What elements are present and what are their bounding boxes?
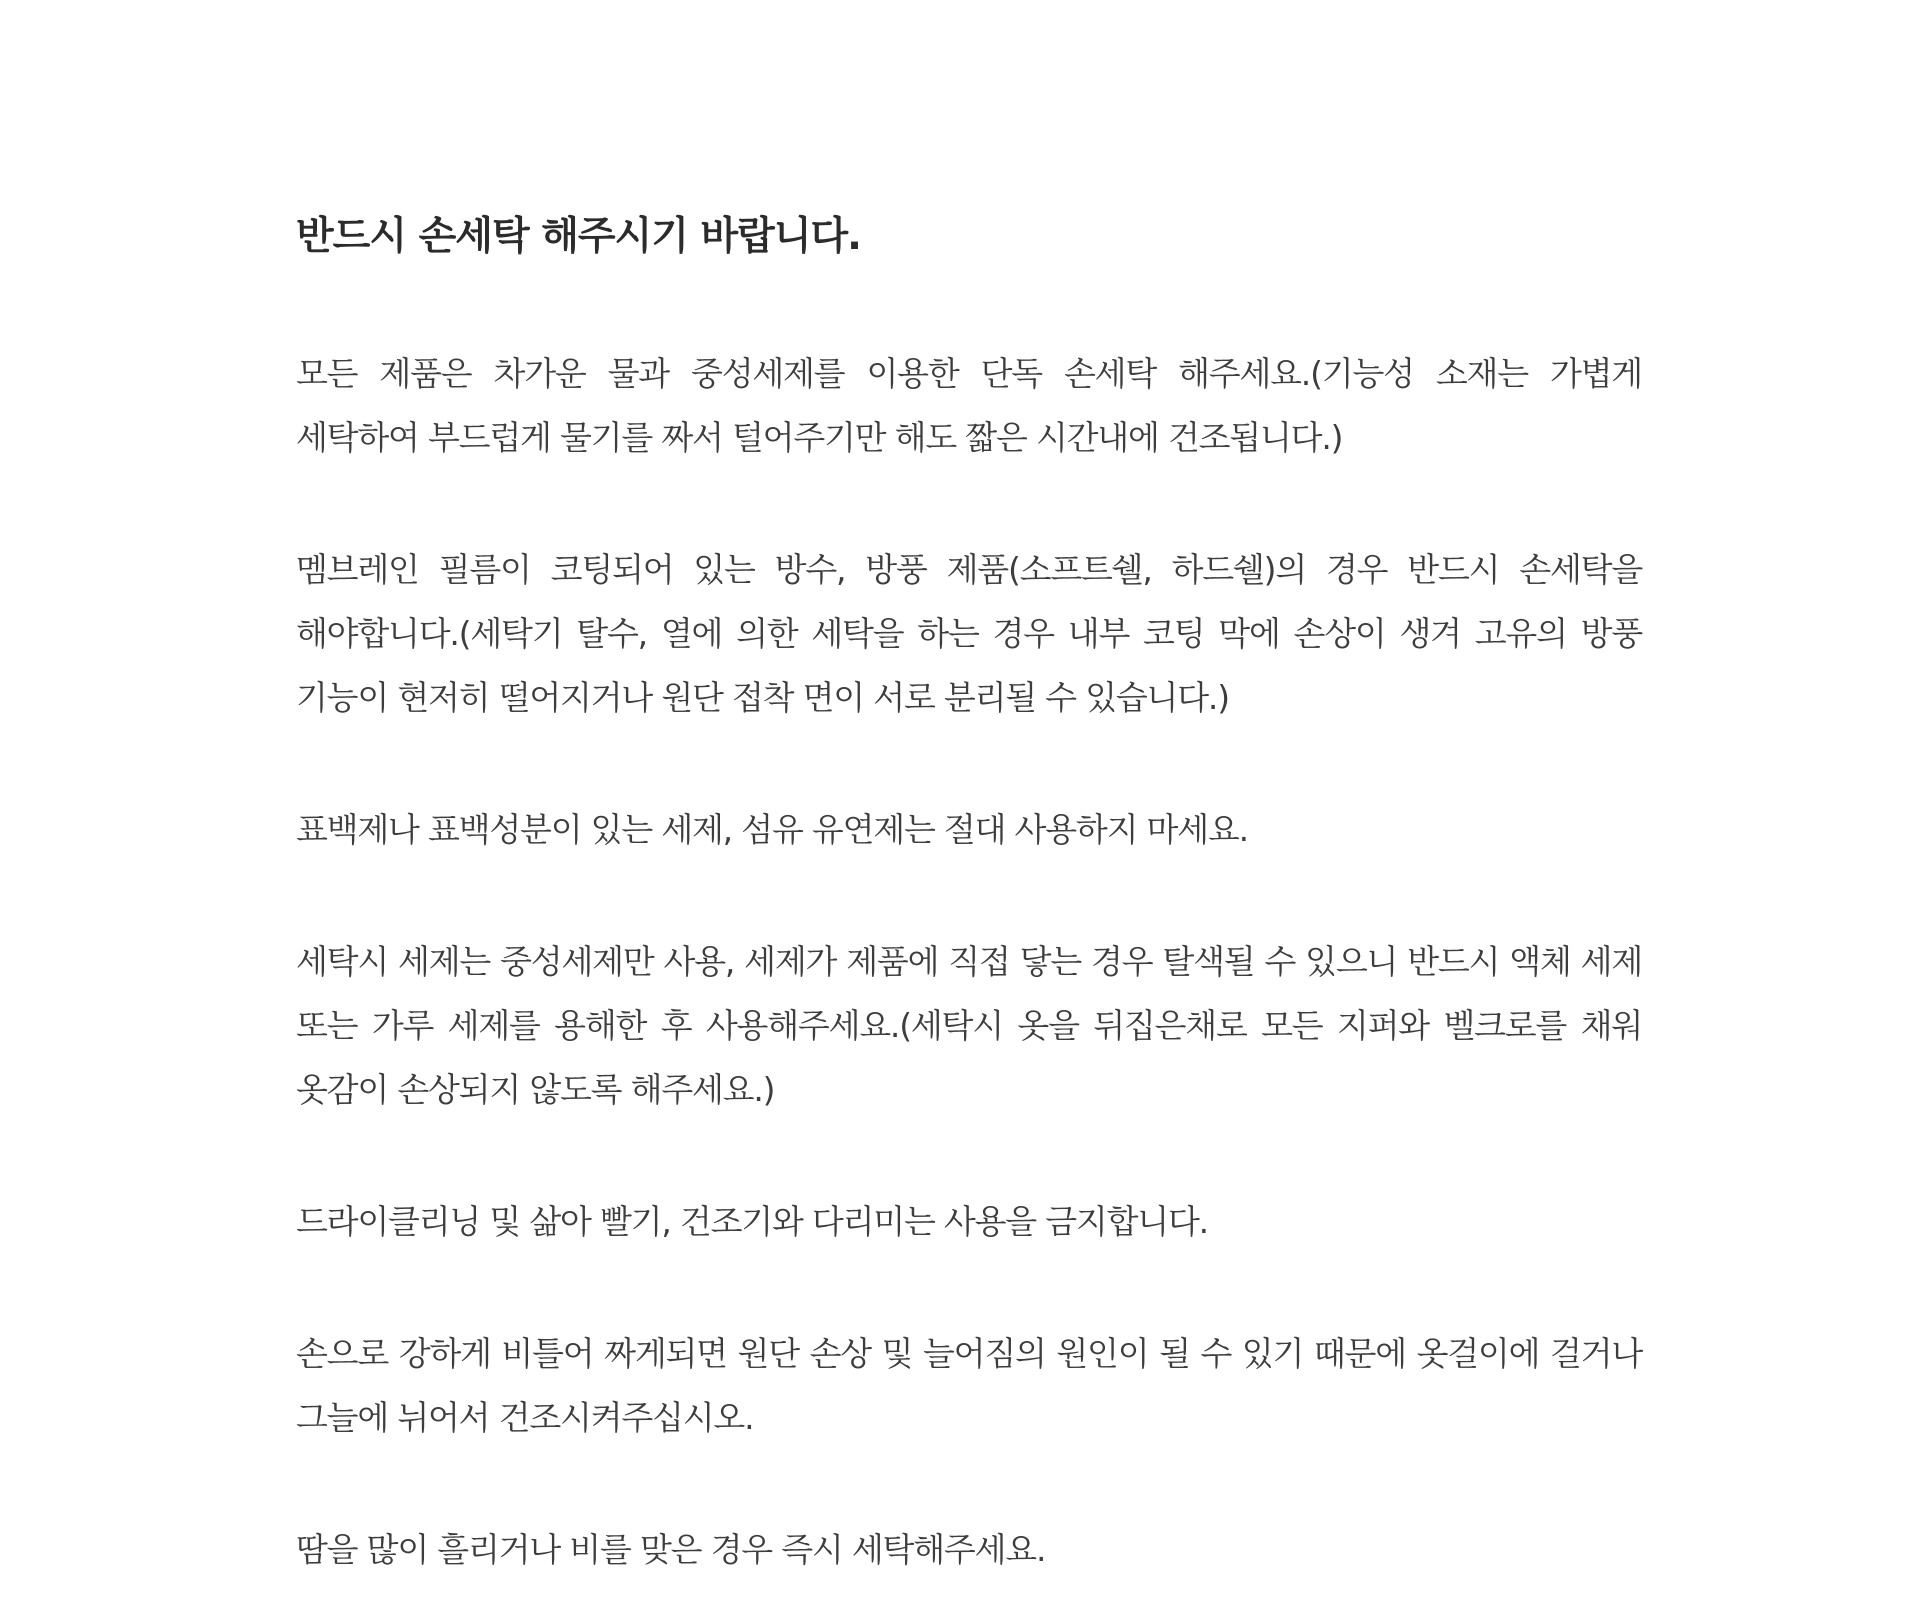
instruction-no-bleach: 표백제나 표백성분이 있는 세제, 섬유 유연제는 절대 사용하지 마세요. <box>296 810 1248 849</box>
page-title: 반드시 손세탁 해주시기 바랍니다. <box>296 214 861 259</box>
instruction-wash-after-sweat: 땀을 많이 흘리거나 비를 맞은 경우 즉시 세탁해주세요. <box>296 1530 1046 1569</box>
instruction-cold-water-hand-wash: 모든 제품은 차가운 물과 중성세제를 이용한 단독 손세탁 해주세요.(기능성 소재는 가볍게 세탁하여 부드럽게 물기를 짜서 털어주기만 해도 짧은 시간내에 건조됩니다.) <box>296 354 1642 457</box>
instruction-drying: 손으로 강하게 비틀어 짜게되면 원단 손상 및 늘어짐의 원인이 될 수 있기 때문에 옷걸이에 걸거나 그늘에 뉘어서 건조시켜주십시오. <box>296 1334 1642 1437</box>
instruction-neutral-detergent: 세탁시 세제는 중성세제만 사용, 세제가 제품에 직접 닿는 경우 탈색될 수 있으니 반드시 액체 세제 또는 가루 세제를 용해한 후 사용해주세요.(세탁시 옷을 뒤집은채로 모든 지퍼와 벨크로를 채워 옷감이 손상되지 않도록 해주세요.) <box>296 942 1642 1109</box>
instruction-no-dry-cleaning: 드라이클리닝 및 삶아 빨기, 건조기와 다리미는 사용을 금지합니다. <box>296 1202 1208 1241</box>
washing-instructions <box>296 208 1642 1582</box>
instruction-membrane-products: 멤브레인 필름이 코팅되어 있는 방수, 방풍 제품(소프트쉘, 하드쉘)의 경우 반드시 손세탁을 해야합니다.(세탁기 탈수, 열에 의한 세탁을 하는 경우 내부 코팅 막에 손상이 생겨 고유의 방풍 기능이 현저히 떨어지거나 원단 접착 면이 서로 분리될 수 있습니다.) <box>296 550 1642 717</box>
